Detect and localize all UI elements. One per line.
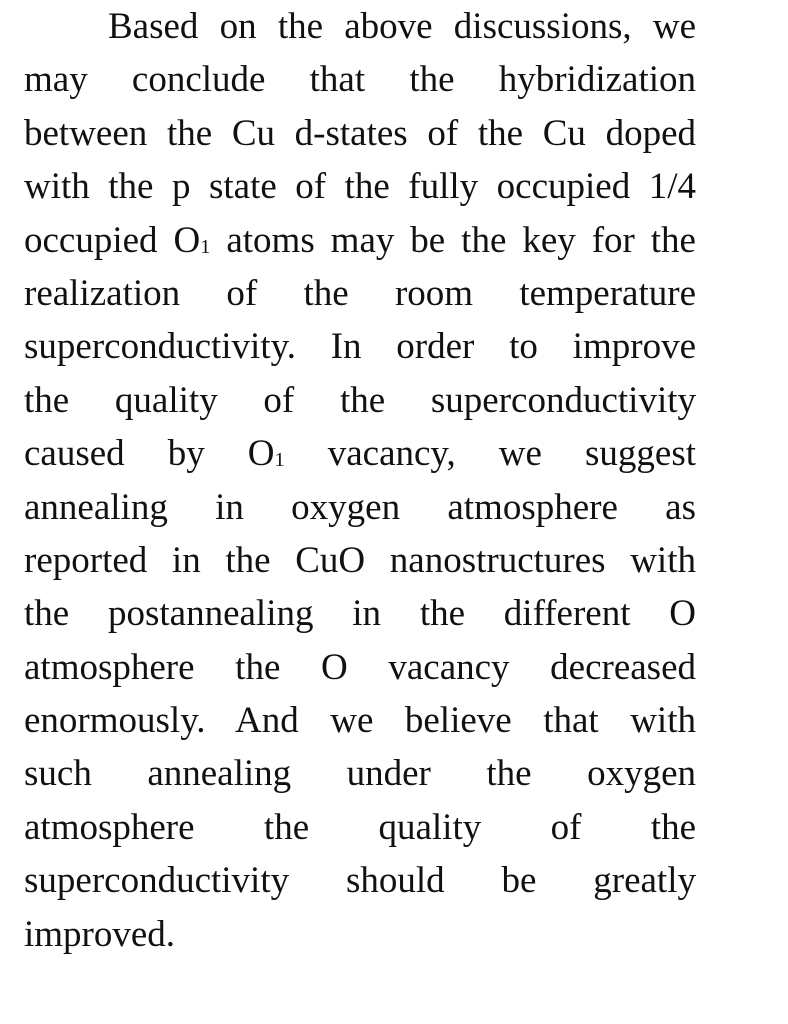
- text-segment: atoms may be the key for the: [210, 219, 696, 261]
- text-line: with the p state of the fully occupied 1/4: [24, 166, 696, 208]
- text-segment: occupied O: [24, 219, 201, 261]
- subscript: 1: [274, 449, 285, 472]
- text-segment: caused by O: [24, 433, 275, 475]
- text-line: annealing in oxygen atmosphere as: [24, 486, 696, 528]
- text-line: improved.: [24, 913, 176, 955]
- text-line: superconductivity. In order to improve: [24, 326, 696, 368]
- text-segment: vacancy, we suggest: [284, 433, 697, 475]
- text-line: between the Cu d-states of the Cu doped: [24, 112, 696, 154]
- text-line: such annealing under the oxygen: [24, 753, 696, 795]
- body-paragraph: [24, 0, 696, 961]
- text-line: atmosphere the quality of the: [24, 806, 696, 848]
- text-line: the postannealing in the different O: [24, 593, 696, 635]
- text-line: may conclude that the hybridization: [24, 59, 696, 101]
- text-line: enormously. And we believe that with: [24, 700, 696, 742]
- text-line: [24, 214, 696, 267]
- text-line: [24, 427, 696, 480]
- text-line: Based on the above discussions, we: [108, 6, 696, 47]
- text-line: superconductivity should be greatly: [24, 860, 696, 902]
- text-line: the quality of the superconductivity: [24, 379, 696, 421]
- text-line: realization of the room temperature: [24, 272, 696, 314]
- subscript: 1: [200, 235, 211, 258]
- text-line: atmosphere the O vacancy decreased: [24, 646, 696, 688]
- text-line: reported in the CuO nanostructures with: [24, 539, 696, 581]
